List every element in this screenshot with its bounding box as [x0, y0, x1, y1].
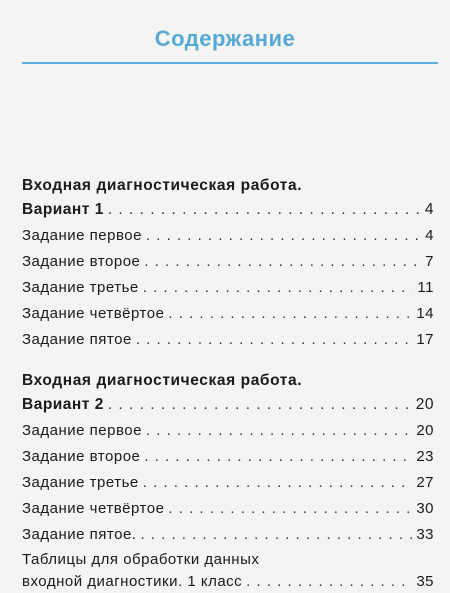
entry-page-number: 11	[417, 279, 434, 296]
entry-page-number: 4	[425, 227, 434, 244]
entry-label: Задание первое	[22, 227, 142, 244]
toc-entry-variant-1[interactable]	[22, 198, 434, 222]
toc-entry[interactable]	[22, 276, 434, 300]
entry-page-number: 20	[415, 396, 434, 413]
toc-entry-tables[interactable]	[22, 549, 434, 593]
toc-entry[interactable]	[22, 523, 434, 547]
entry-page-number: 33	[416, 526, 434, 543]
entry-label: Вариант 2	[22, 396, 104, 413]
title-underline	[22, 62, 438, 64]
toc-entry[interactable]	[22, 497, 434, 521]
section-heading: Входная диагностическая работа.	[22, 177, 303, 194]
toc-entry[interactable]	[22, 471, 434, 495]
entry-page-number: 4	[424, 201, 434, 218]
toc-section-2	[22, 369, 434, 593]
entry-label-line-1: Таблицы для обработки данных	[22, 551, 260, 568]
page-title: Содержание	[154, 26, 296, 51]
dot-leader	[140, 523, 412, 547]
dot-leader	[143, 276, 414, 300]
dot-leader	[144, 445, 412, 469]
entry-label: Задание второе	[22, 253, 141, 270]
entry-label: Задание первое	[22, 422, 142, 439]
entry-line-2	[22, 571, 434, 593]
entry-label: Задание третье	[22, 474, 139, 491]
entry-label: Вариант 1	[22, 201, 104, 218]
entry-label: Задание второе	[22, 448, 141, 465]
toc-entry[interactable]	[22, 328, 434, 352]
dot-leader	[144, 250, 421, 274]
entry-label: Задание третье	[22, 279, 139, 296]
entry-page-number: 27	[416, 474, 434, 491]
toc-entry-variant-2[interactable]	[22, 393, 434, 417]
toc-entry[interactable]	[22, 445, 434, 469]
entry-page-number: 14	[416, 305, 434, 322]
toc-entry[interactable]	[22, 302, 434, 326]
entry-label-line-2: входной диагностики. 1 класс	[22, 573, 243, 590]
entry-page-number: 35	[416, 573, 434, 590]
dot-leader	[146, 224, 421, 248]
toc-entry[interactable]	[22, 224, 434, 248]
entry-page-number: 30	[416, 500, 434, 517]
entry-label: Задание пятое	[22, 331, 132, 348]
dot-leader	[146, 419, 412, 443]
entry-label: Задание пятое.	[22, 526, 137, 543]
dot-leader	[168, 497, 412, 521]
entry-page-number: 17	[416, 331, 434, 348]
entry-page-number: 20	[416, 422, 434, 439]
entry-page-number: 23	[416, 448, 434, 465]
dot-leader	[168, 302, 412, 326]
toc-section-1	[22, 174, 434, 354]
entry-label: Задание четвёртое	[22, 305, 165, 322]
entry-page-number: 7	[425, 253, 434, 270]
dot-leader	[136, 328, 413, 352]
toc-entry[interactable]	[22, 419, 434, 443]
dot-leader	[108, 393, 412, 417]
dot-leader	[143, 471, 413, 495]
toc-entry[interactable]	[22, 250, 434, 274]
dot-leader	[108, 198, 421, 222]
dot-leader	[246, 571, 412, 593]
entry-label: Задание четвёртое	[22, 500, 165, 517]
section-heading: Входная диагностическая работа.	[22, 372, 303, 389]
